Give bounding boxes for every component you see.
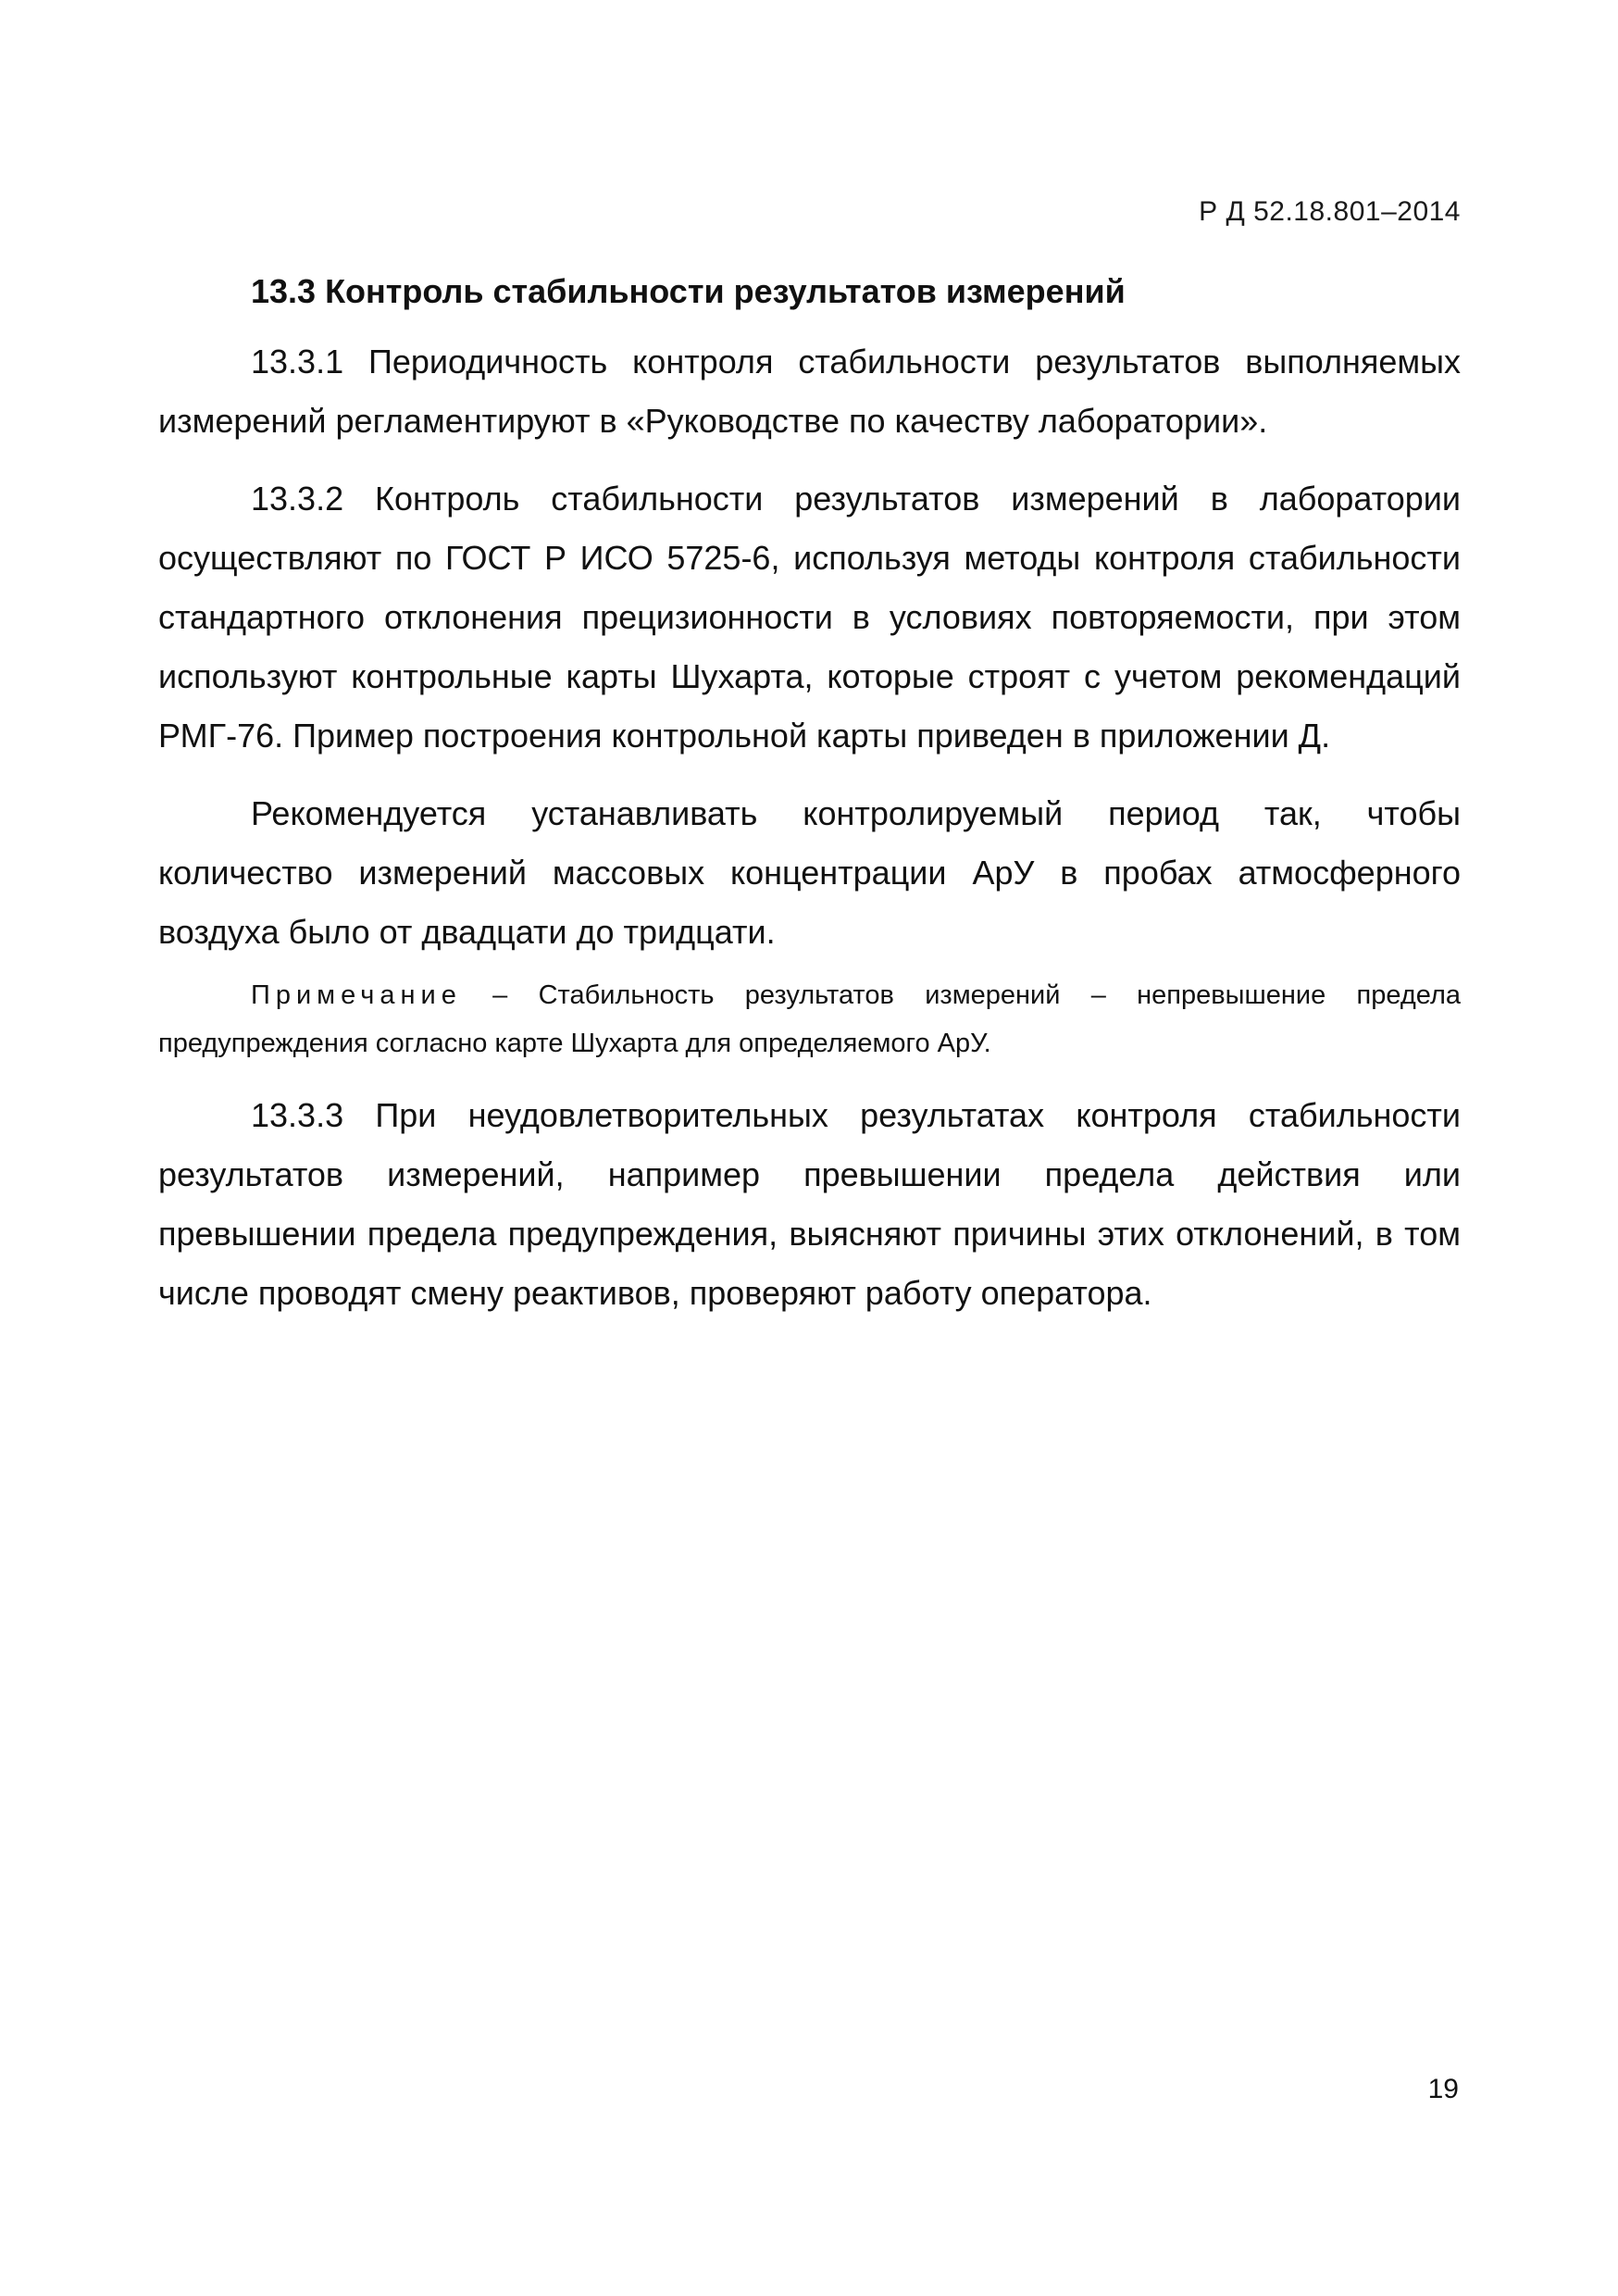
paragraph-recommendation: Рекомендуется устанавливать контролируемый период так, чтобы количество измерений массовых концентрации АрУ в пробах атмосферного воздуха было от двадцати до тридцати. bbox=[158, 794, 1461, 951]
note-text: Стабильность результатов измерений – непревышение предела предупреждения согласно карте Шухарта для определяемого АрУ. bbox=[158, 980, 1461, 1058]
note-label: Примечание bbox=[251, 980, 462, 1010]
page-content bbox=[158, 262, 1461, 1323]
paragraph-13-3-3: 13.3.3 При неудовлетворительных результатах контроля стабильности результатов измерений, например превышении предела действия или превышении предела предупреждения, выясняют причины этих отклонений, в том числе проводят смену реактивов, проверяют работу оператора. bbox=[158, 1096, 1461, 1312]
page-number: 19 bbox=[1427, 2074, 1459, 2104]
note bbox=[158, 971, 1461, 1067]
paragraph-13-3-2: 13.3.2 Контроль стабильности результатов измерений в лаборатории осуществляют по ГОСТ Р ИСО 5725-6, используя методы контроля стабильности стандартного отклонения прецизионности в условиях повторяемости, при этом используют контрольные карты Шухарта, которые строят с учетом рекомендаций РМГ-76. Пример построения контрольной карты приведен в приложении Д. bbox=[158, 480, 1461, 755]
paragraph-13-3-1: 13.3.1 Периодичность контроля стабильности результатов выполняемых измерений регламентируют в «Руководстве по качеству лаборатории». bbox=[158, 343, 1461, 440]
document-code: Р Д 52.18.801–2014 bbox=[1199, 196, 1461, 227]
note-dash: – bbox=[461, 980, 539, 1010]
section-heading: 13.3 Контроль стабильности результатов измерений bbox=[251, 272, 1126, 310]
